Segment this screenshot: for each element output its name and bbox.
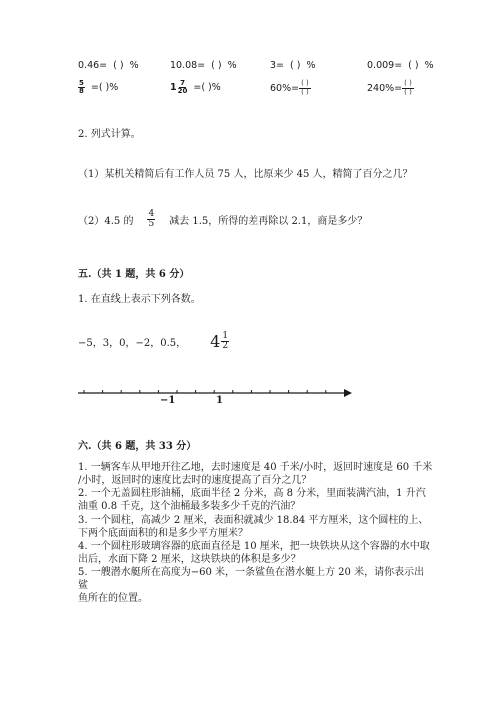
fraction-denominator: 20 [177,87,188,95]
expr-right[interactable]: =( )% [90,82,119,93]
fraction-4-5 [147,210,155,230]
mixed-fraction [221,332,229,352]
question-2-1: （1）某机关精简后有工作人员 75 人，比原来少 45 人，精简了百分之几？ [78,169,413,180]
section5-instruction: 1. 在直线上表示下列各数。 [78,294,201,305]
question-line: 2. 一个无盖圆柱形油桶，底面半径 2 分米，高 8 分米，里面装满汽油，1 升汽 [78,488,426,499]
expr-left: 10.08= [170,60,206,71]
fraction-denominator: 5 [148,219,155,230]
fraction-numerator: 1 [222,331,229,341]
tick-label-1: 1 [216,395,223,406]
question-line: 出后，水面下降 2 厘米，这块铁块的体积是多少？ [78,554,301,565]
question-6-5 [78,566,433,605]
question-line: 鱼所在的位置。 [78,593,148,604]
answer-blank[interactable]: ( ) [408,60,419,71]
numbers-to-plot [78,332,229,352]
expr-left: 0.009= [367,60,403,71]
mixed-whole: 4 [210,332,221,352]
fraction-numerator: 4 [148,209,155,219]
fraction-denominator: 2 [222,341,229,352]
fraction-numerator: 7 [180,79,185,87]
question-line: /小时，返回时的速度比去时的速度提高了百分之几？ [78,475,312,486]
percent-sign: % [129,60,139,71]
answer-blank[interactable]: ( ) [290,60,301,71]
section2-heading: 2. 列式计算。 [78,129,141,140]
conversion-5-8 [78,80,118,95]
fraction-5-8 [78,80,85,95]
conversion-10-08 [170,60,237,71]
mixed-number-4-1-2 [210,332,229,352]
tick-label-neg1: −1 [160,395,176,406]
answer-blank[interactable]: ( ) [211,60,222,71]
section5-heading: 五.（共 1 题，共 6 分） [78,269,190,280]
conversion-1-7-20 [170,80,221,95]
blank-denominator[interactable]: ( ) [404,87,412,96]
conversion-240-percent [367,80,414,96]
expr-left: 60%= [270,82,300,94]
conversion-0-009 [367,60,434,71]
question-line: 3. 一个圆柱，高减少 2 厘米，表面积就减少 18.84 平方厘米，这个圆柱的上、 [78,515,429,526]
section6-heading: 六.（共 6 题，共 33 分） [78,441,197,452]
expr-left: 3= [270,60,285,71]
percent-sign: % [424,60,434,71]
fraction-blank[interactable] [402,80,414,96]
fraction-denominator: 8 [79,87,84,95]
fraction-7-20 [178,80,188,95]
question-text-suffix: 减去 1.5，所得的差再除以 2.1，商是多少？ [169,216,368,228]
number-list: −5，3，0，−2，0.5， [78,338,187,350]
question-text-prefix: （2）4.5 的 [78,216,134,228]
question-6-1 [78,461,433,487]
conversion-3 [270,60,315,71]
fraction-blank[interactable] [299,80,311,96]
conversion-0-46 [78,60,139,71]
mixed-whole: 1 [170,82,177,93]
question-6-4 [78,540,433,566]
question-6-3 [78,514,433,540]
question-6-2 [78,487,433,513]
question-line: 下两个底面面积的和是多少平方厘米？ [78,528,248,539]
percent-sign: % [227,60,237,71]
blank-numerator[interactable]: ( ) [404,79,412,87]
question-line: 4. 一个圆柱形玻璃容器的底面直径是 10 厘米，把一块铁块从这个容器的水中取 [78,541,430,552]
expr-left: 0.46= [78,60,108,71]
question-line: 1. 一辆客车从甲地开往乙地，去时速度是 40 千米/小时，返回时速度是 60 千米 [78,462,433,473]
answer-blank[interactable]: ( ) [113,60,124,71]
blank-denominator[interactable]: ( ) [301,87,309,96]
percent-sign: % [306,60,316,71]
blank-numerator[interactable]: ( ) [301,79,309,87]
expr-right[interactable]: =( )% [193,82,221,93]
number-line-arrow [344,389,352,397]
fraction-numerator: 5 [79,79,84,87]
conversion-60-percent [270,80,311,96]
question-2-2 [78,210,367,230]
question-line: 5. 一艘潜水艇所在高度为−60 米，一条鲨鱼在潜水艇上方 20 米，请你表示出鲨 [78,567,425,591]
question-line: 油重 0.8 千克，这个油桶最多装多少千克的汽油？ [78,501,301,512]
expr-left: 240%= [367,82,403,94]
